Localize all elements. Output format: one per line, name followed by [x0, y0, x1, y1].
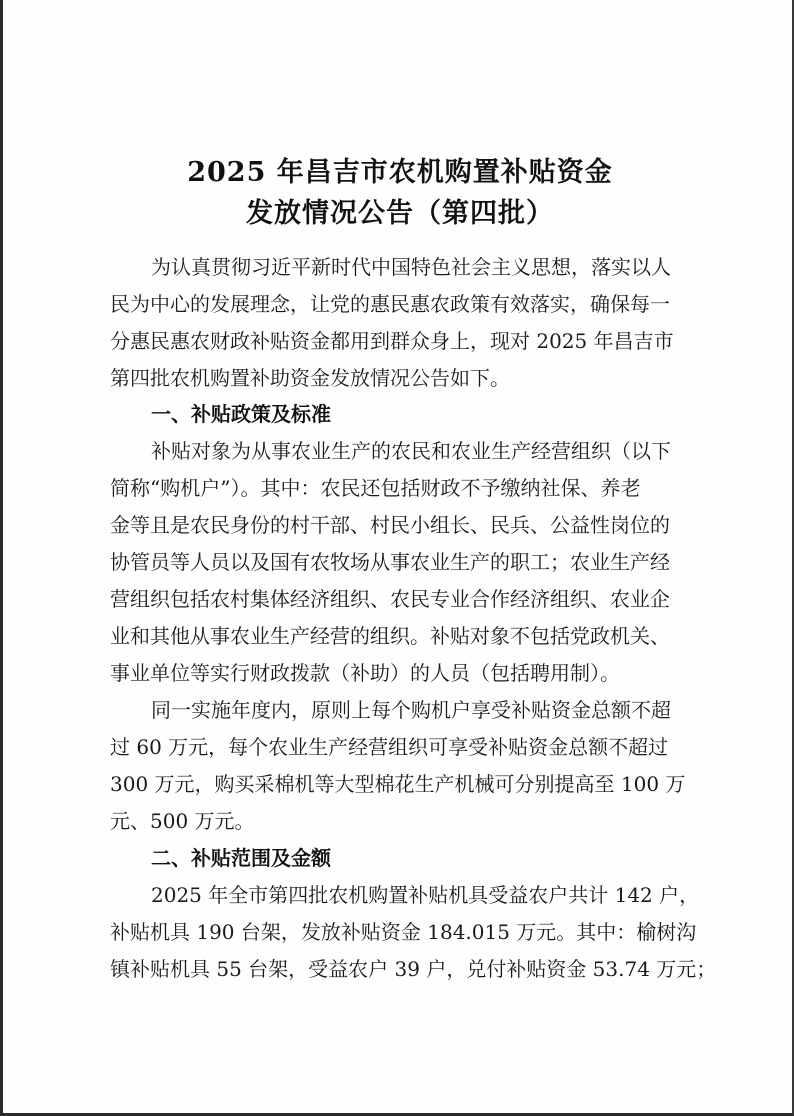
text-line: 300 万元，购买采棉机等大型棉花生产机械可分别提高至 100 万 — [110, 772, 686, 796]
section-2-heading: 二、补贴范围及金额 — [151, 846, 331, 870]
section-2-paragraph-1 — [110, 877, 717, 988]
text-line: 业和其他从事农业生产经营的组织。补贴对象不包括党政机关、 — [110, 624, 670, 648]
text-line: 金等且是农民身份的村干部、村民小组长、民兵、公益性岗位的 — [110, 513, 670, 537]
text-line: 为认真贯彻习近平新时代中国特色社会主义思想，落实以人 — [151, 255, 671, 279]
text-line: 事业单位等实行财政拨款（补助）的人员（包括聘用制）。 — [110, 661, 620, 685]
document-title-line-2: 发放情况公告（第四批） — [246, 198, 554, 229]
text-line: 民为中心的发展理念，让党的惠民惠农政策有效落实，确保每一 — [110, 292, 670, 316]
text-line: 协管员等人员以及国有农牧场从事农业生产的职工；农业生产经 — [110, 550, 670, 574]
intro-paragraph — [110, 249, 710, 397]
text-line: 第四批农机购置补助资金发放情况公告如下。 — [110, 366, 510, 390]
document-title-line-1: 2025 年昌吉市农机购置补贴资金 — [187, 157, 613, 188]
text-line: 营组织包括农村集体经济组织、农民专业合作经济组织、农业企 — [110, 587, 670, 611]
text-line: 2025 年全市第四批农机购置补贴机具受益农户共计 142 户， — [151, 883, 700, 907]
text-line: 同一实施年度内，原则上每个购机户享受补贴资金总额不超 — [151, 698, 671, 722]
text-line: 分惠民惠农财政补贴资金都用到群众身上，现对 2025 年昌吉市 — [110, 329, 674, 353]
section-1-heading: 一、补贴政策及标准 — [151, 402, 331, 426]
section-1-paragraph-1 — [110, 433, 710, 692]
section-1-paragraph-2 — [110, 692, 710, 840]
text-line: 补贴机具 190 台架，发放补贴资金 184.015 万元。其中：榆树沟 — [110, 920, 697, 944]
text-line: 镇补贴机具 55 台架，受益农户 39 户，兑付补贴资金 53.74 万元； — [110, 957, 717, 981]
text-line: 补贴对象为从事农业生产的农民和农业生产经营组织（以下 — [151, 439, 671, 463]
text-line: 简称“购机户”）。其中：农民还包括财政不予缴纳社保、养老 — [110, 476, 641, 500]
text-line: 过 60 万元，每个农业生产经营组织可享受补贴资金总额不超过 — [110, 735, 669, 759]
text-line: 元、500 万元。 — [110, 809, 255, 833]
